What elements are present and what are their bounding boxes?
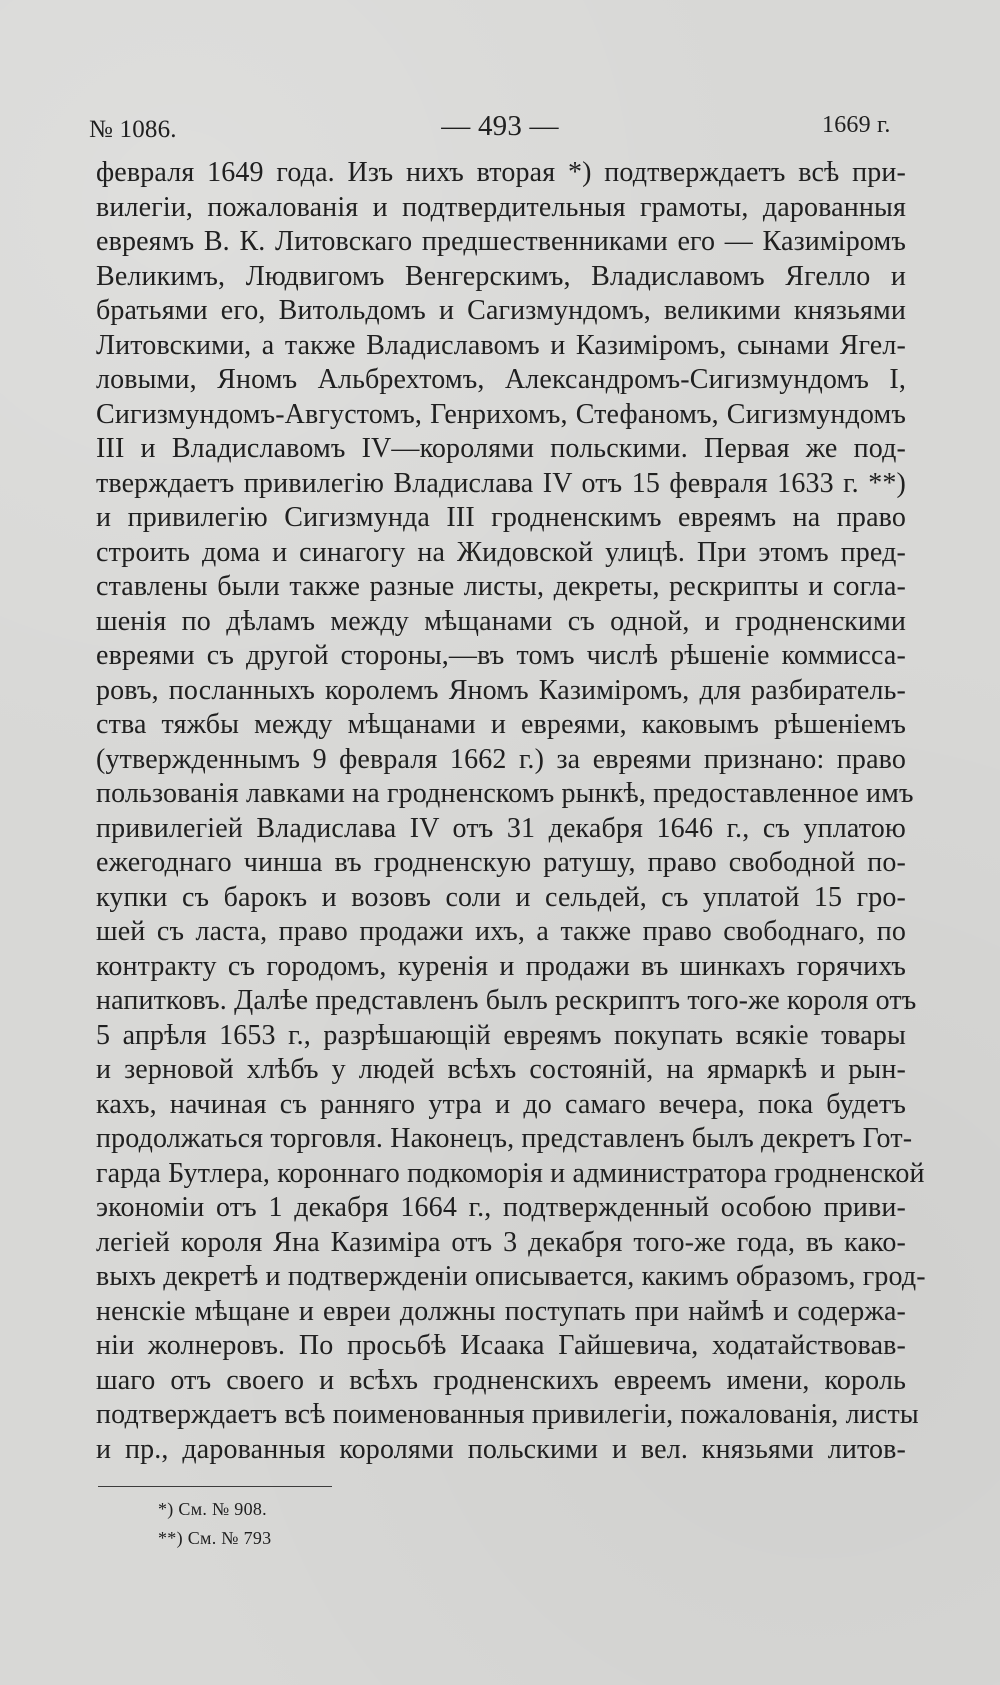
main-text: [96, 156, 926, 1467]
text-line: гарда Бутлера, короннаго подкоморія и администратора гродненской: [96, 1157, 925, 1189]
page-number: — 493 —: [441, 110, 559, 142]
text-line: легіей короля Яна Казиміра отъ 3 декабря того-же года, въ како-: [96, 1226, 906, 1258]
text-line: и пр., дарованныя королями польскими и вел. князьями литов-: [96, 1433, 906, 1465]
text-line: (утвержденнымъ 9 февраля 1662 г.) за евреями признано: право: [96, 743, 906, 775]
document-year: 1669 г.: [822, 112, 891, 138]
footnote-2: **) См. № 793: [158, 1528, 272, 1548]
text-line: ежегоднаго чинша въ гродненскую ратушу, право свободной по-: [96, 847, 906, 878]
text-line: евреями съ другой стороны,—въ томъ числѣ рѣшеніе коммисса-: [96, 640, 906, 671]
text-line: выхъ декретѣ и подтвержденіи описывается, какимъ образомъ, грод-: [96, 1261, 926, 1292]
text-line: экономіи отъ 1 декабря 1664 г., подтвержденный особою приви-: [96, 1192, 906, 1223]
text-line: Литовскими, а также Владиславомъ и Казиміромъ, сынами Ягел-: [96, 329, 906, 361]
text-line: и зерновой хлѣбъ у людей всѣхъ состояній, на ярмаркѣ и рын-: [96, 1054, 906, 1085]
text-line: подтверждаетъ всѣ поименованныя привилегіи, пожалованія, листы: [96, 1399, 919, 1430]
text-line: евреямъ В. К. Литовскаго предшественниками его — Казиміромъ: [96, 226, 906, 257]
text-line: контракту съ городомъ, куренія и продажи въ шинкахъ горячихъ: [96, 950, 906, 982]
text-line: ніи жолнеровъ. По просьбѣ Исаака Гайшевича, ходатайствовав-: [96, 1330, 906, 1361]
text-line: 5 апрѣля 1653 г., разрѣшающій евреямъ покупать всякіе товары: [96, 1019, 906, 1051]
text-line: ровъ, посланныхъ королемъ Яномъ Казиміромъ, для разбиратель-: [96, 674, 906, 706]
text-line: шаго отъ своего и всѣхъ гродненскихъ евреемъ имени, король: [96, 1364, 906, 1396]
footnotes: [158, 1495, 271, 1553]
text-line: кахъ, начиная съ ранняго утра и до самаго вечера, пока будетъ: [96, 1088, 906, 1120]
text-line: Сигизмундомъ-Августомъ, Генрихомъ, Стефаномъ, Сигизмундомъ: [96, 398, 906, 430]
document-number: № 1086.: [89, 116, 177, 143]
footnote-1: *) См. № 908.: [158, 1499, 267, 1519]
text-line: и привилегію Сигизмунда III гродненскимъ евреямъ на право: [96, 502, 906, 533]
text-line: братьями его, Витольдомъ и Сагизмундомъ, великими князьями: [96, 295, 906, 326]
text-line: вилегіи, пожалованія и подтвердительныя грамоты, дарованныя: [96, 191, 906, 223]
footnote-divider: [98, 1486, 332, 1487]
text-line: тверждаетъ привилегію Владислава IV отъ 15 февраля 1633 г. **): [96, 467, 906, 499]
page-header: [0, 106, 1000, 146]
text-line: строить дома и синагогу на Жидовской улицѣ. При этомъ пред-: [96, 536, 906, 568]
text-line: шей съ ласта, право продажи ихъ, а также право свободнаго, по: [96, 916, 906, 947]
text-line: ставлены были также разные листы, декреты, рескрипты и согла-: [96, 571, 906, 602]
text-line: Великимъ, Людвигомъ Венгерскимъ, Владиславомъ Ягелло и: [96, 260, 906, 292]
text-line: купки съ барокъ и возовъ соли и сельдей, съ уплатой 15 гро-: [96, 881, 906, 913]
text-line: напитковъ. Далѣе представленъ былъ рескриптъ того-же короля отъ: [96, 985, 917, 1016]
text-line: ненскіе мѣщане и евреи должны поступать при наймѣ и содержа-: [96, 1295, 906, 1327]
text-line: февраля 1649 года. Изъ нихъ вторая *) подтверждаетъ всѣ при-: [96, 157, 906, 188]
text-line: шенія по дѣламъ между мѣщанами съ одной, и гродненскими: [96, 605, 906, 637]
text-line: ства тяжбы между мѣщанами и евреями, каковымъ рѣшеніемъ: [96, 709, 906, 740]
text-line: III и Владиславомъ IV—королями польскими. Первая же под-: [96, 433, 906, 464]
text-line: пользованія лавками на гродненскомъ рынкѣ, предоставленное имъ: [96, 778, 914, 809]
text-line: привилегіей Владислава IV отъ 31 декабря 1646 г., съ уплатою: [96, 812, 906, 844]
text-line: ловыми, Яномъ Альбрехтомъ, Александромъ-Сигизмундомъ I,: [96, 364, 906, 395]
text-line: продолжаться торговля. Наконецъ, представленъ былъ декретъ Гот-: [96, 1123, 913, 1154]
